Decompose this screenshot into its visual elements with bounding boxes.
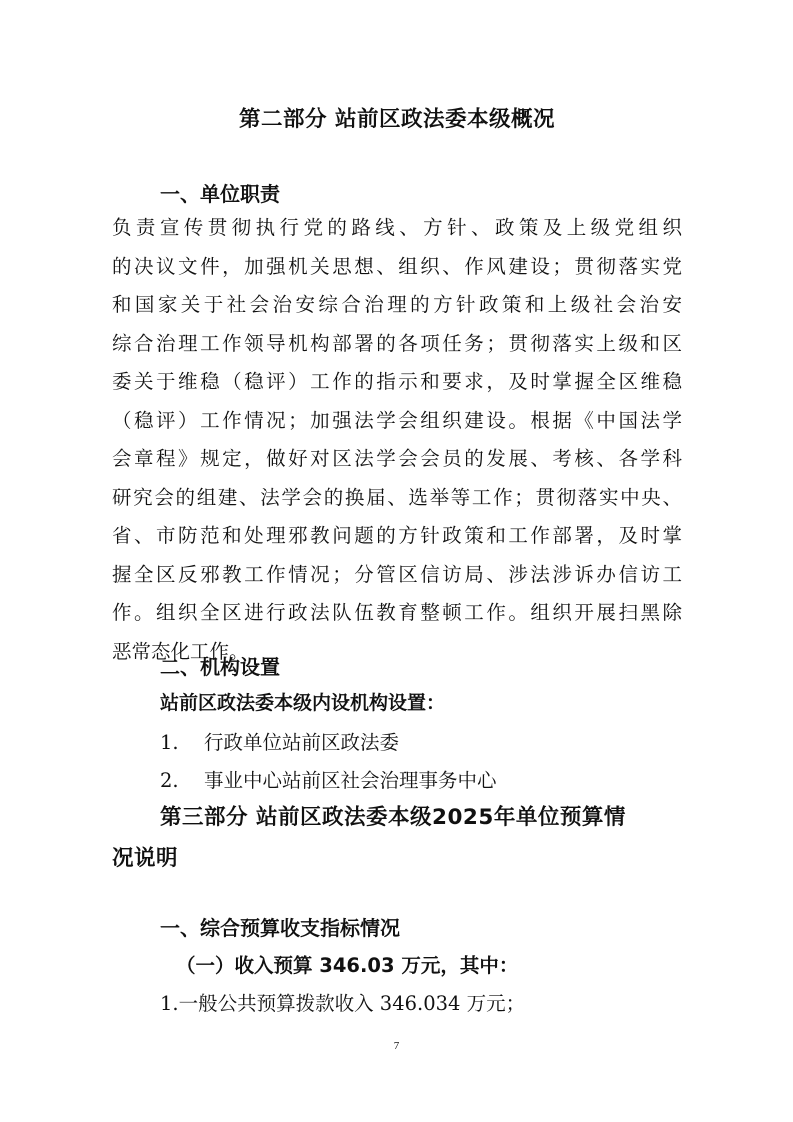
item-text: 事业中心站前区社会治理事务中心 [204, 769, 497, 792]
paragraph-line: 恶常态化工作。 [112, 639, 249, 663]
item-number: 1. [160, 731, 179, 754]
paragraph-line: 的决议文件，加强机关思想、组织、作风建设；贯彻落实党 [112, 254, 682, 278]
paragraph-line: 作。组织全区进行政法队伍教育整顿工作。组织开展扫黑除 [112, 601, 682, 624]
paragraph-line: 握全区反邪教工作情况；分管区信访局、涉法涉诉办信访工 [112, 562, 682, 586]
part2-title: 第二部分 站前区政法委本级概况 [239, 107, 555, 132]
income-item: 1.一般公共预算拨款收入 346.034 万元； [160, 992, 526, 1015]
part3-title-line1: 第三部分 站前区政法委本级2025年单位预算情 [160, 805, 626, 830]
income-heading: （一）收入预算 346.03 万元，其中： [176, 954, 519, 977]
paragraph-line: 委关于维稳（稳评）工作的指示和要求，及时掌握全区维稳 [112, 370, 682, 393]
organization-item [160, 727, 399, 755]
part3-title-line2: 况说明 [112, 846, 179, 871]
section-title-duties: 一、单位职责 [160, 182, 280, 206]
page-number: 7 [393, 1040, 400, 1052]
item-text: 行政单位站前区政法委 [204, 731, 400, 754]
organization-intro: 站前区政法委本级内设机构设置： [160, 692, 446, 714]
paragraph-line: 会章程》规定，做好对区法学会会员的发展、考核、各学科 [112, 447, 682, 470]
paragraph-line: （稳评）工作情况；加强法学会组织建设。根据《中国法学 [112, 408, 682, 432]
section-title-organization: 二、机构设置 [160, 655, 280, 679]
paragraph-line: 综合治理工作领导机构部署的各项任务；贯彻落实上级和区 [112, 331, 682, 355]
paragraph-line: 负责宣传贯彻执行党的路线、方针、政策及上级党组织 [112, 216, 682, 239]
section-title-budget: 一、综合预算收支指标情况 [160, 916, 400, 940]
paragraph-line: 省、市防范和处理邪教问题的方针政策和工作部署，及时掌 [112, 524, 682, 547]
paragraph-line: 和国家关于社会治安综合治理的方针政策和上级社会治安 [112, 293, 682, 316]
paragraph-line: 研究会的组建、法学会的换届、选举等工作；贯彻落实中央、 [112, 485, 682, 509]
duties-paragraph [112, 209, 682, 671]
organization-item [160, 765, 497, 793]
item-number: 2. [160, 769, 179, 792]
